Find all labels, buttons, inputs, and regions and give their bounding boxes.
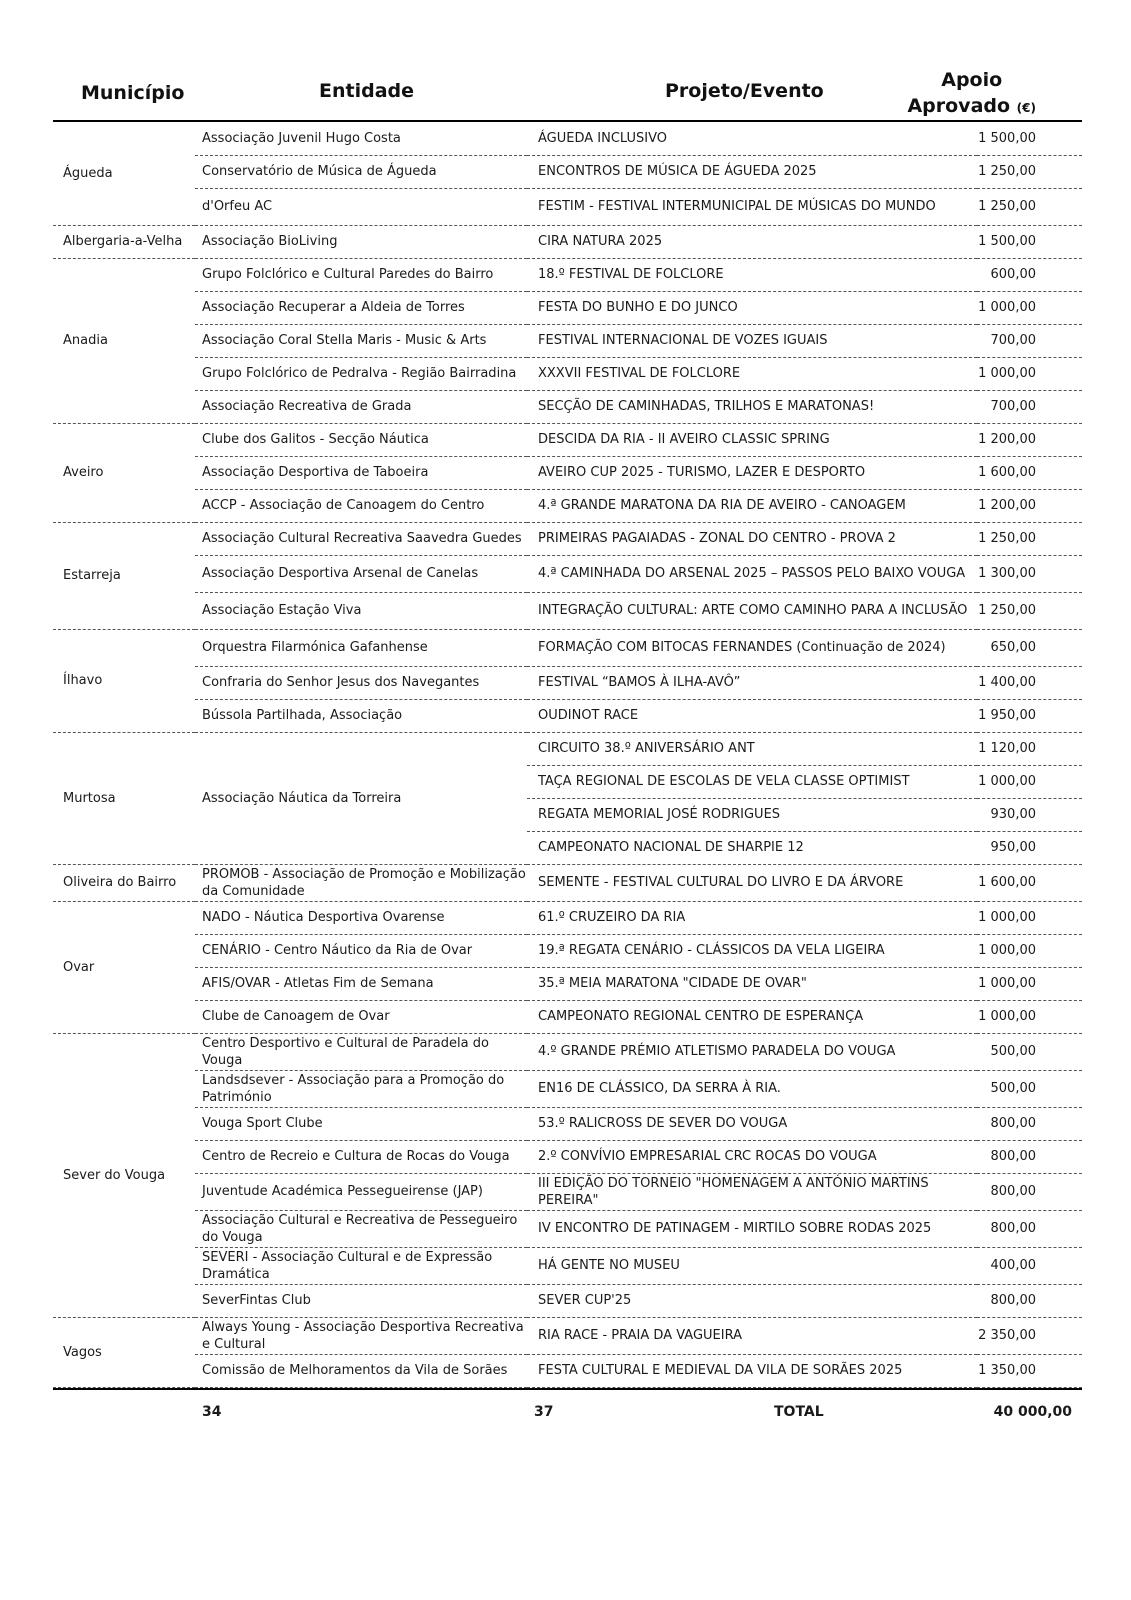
table-row	[53, 324, 1082, 357]
cell-apoio: 1 500,00	[977, 225, 1082, 258]
cell-apoio: 800,00	[977, 1210, 1082, 1247]
cell-projeto: EN16 DE CLÁSSICO, DA SERRA À RIA.	[527, 1070, 977, 1107]
cell-projeto: 18.º FESTIVAL DE FOLCLORE	[527, 258, 977, 291]
cell-entidade: Landsdsever - Associação para a Promoção do Património	[195, 1070, 527, 1107]
cell-apoio: 1 000,00	[977, 901, 1082, 934]
cell-municipio: Sever do Vouga	[53, 1033, 195, 1317]
header-apoio-line2: Aprovado	[907, 95, 1011, 117]
table-row	[53, 188, 1082, 225]
cell-entidade: Associação Recreativa de Grada	[195, 390, 527, 423]
cell-municipio: Albergaria-a-Velha	[53, 225, 195, 258]
cell-apoio: 1 600,00	[977, 456, 1082, 489]
cell-apoio: 930,00	[977, 798, 1082, 831]
header-projeto: Projeto/Evento	[665, 80, 824, 102]
cell-apoio: 800,00	[977, 1173, 1082, 1210]
cell-entidade: Associação Juvenil Hugo Costa	[195, 122, 527, 155]
table-row	[53, 732, 1082, 765]
table-row	[53, 291, 1082, 324]
cell-projeto: FORMAÇÃO COM BITOCAS FERNANDES (Continuação de 2024)	[527, 629, 977, 666]
table-row	[53, 456, 1082, 489]
cell-projeto: 4.ª CAMINHADA DO ARSENAL 2025 – PASSOS PELO BAIXO VOUGA	[527, 555, 977, 592]
table-row	[53, 522, 1082, 555]
cell-entidade: Grupo Folclórico e Cultural Paredes do Bairro	[195, 258, 527, 291]
cell-entidade: Vouga Sport Clube	[195, 1107, 527, 1140]
cell-apoio: 1 950,00	[977, 699, 1082, 732]
cell-entidade: Associação Náutica da Torreira	[195, 732, 527, 864]
cell-entidade: ACCP - Associação de Canoagem do Centro	[195, 489, 527, 522]
table-row	[53, 1173, 1082, 1210]
cell-projeto: 35.ª MEIA MARATONA "CIDADE DE OVAR"	[527, 967, 977, 1000]
cell-apoio: 800,00	[977, 1284, 1082, 1317]
table-row	[53, 1070, 1082, 1107]
table-row	[53, 1000, 1082, 1033]
cell-projeto: FESTA CULTURAL E MEDIEVAL DA VILA DE SORÃES 2025	[527, 1354, 977, 1387]
cell-apoio: 1 350,00	[977, 1354, 1082, 1387]
table-row	[53, 122, 1082, 155]
cell-municipio: Ovar	[53, 901, 195, 1033]
cell-entidade: Bússola Partilhada, Associação	[195, 699, 527, 732]
cell-apoio: 1 000,00	[977, 1000, 1082, 1033]
cell-apoio: 1 250,00	[977, 188, 1082, 225]
table-row	[53, 390, 1082, 423]
cell-projeto: CAMPEONATO NACIONAL DE SHARPIE 12	[527, 831, 977, 864]
cell-apoio: 2 350,00	[977, 1317, 1082, 1354]
header-apoio	[907, 67, 1036, 121]
cell-entidade: Always Young - Associação Desportiva Recreativa e Cultural	[195, 1317, 527, 1354]
cell-projeto: REGATA MEMORIAL JOSÉ RODRIGUES	[527, 798, 977, 831]
cell-apoio: 600,00	[977, 258, 1082, 291]
cell-apoio: 1 300,00	[977, 555, 1082, 592]
cell-projeto: SEMENTE - FESTIVAL CULTURAL DO LIVRO E DA ÁRVORE	[527, 864, 977, 901]
table-header	[53, 62, 1082, 122]
cell-entidade: Grupo Folclórico de Pedralva - Região Bairradina	[195, 357, 527, 390]
cell-projeto: FESTIM - FESTIVAL INTERMUNICIPAL DE MÚSICAS DO MUNDO	[527, 188, 977, 225]
cell-projeto: CAMPEONATO REGIONAL CENTRO DE ESPERANÇA	[527, 1000, 977, 1033]
cell-projeto: FESTA DO BUNHO E DO JUNCO	[527, 291, 977, 324]
funding-table-page	[53, 62, 1082, 1430]
cell-entidade: Associação Desportiva Arsenal de Canelas	[195, 555, 527, 592]
cell-apoio: 500,00	[977, 1070, 1082, 1107]
cell-entidade: d'Orfeu AC	[195, 188, 527, 225]
cell-municipio: Estarreja	[53, 522, 195, 629]
cell-apoio: 1 000,00	[977, 357, 1082, 390]
cell-projeto: 4.ª GRANDE MARATONA DA RIA DE AVEIRO - CANOAGEM	[527, 489, 977, 522]
cell-entidade: Associação Recuperar a Aldeia de Torres	[195, 291, 527, 324]
table-row	[53, 592, 1082, 629]
cell-projeto: 4.º GRANDE PRÉMIO ATLETISMO PARADELA DO VOUGA	[527, 1033, 977, 1070]
table-row	[53, 1107, 1082, 1140]
cell-projeto: 2.º CONVÍVIO EMPRESARIAL CRC ROCAS DO VOUGA	[527, 1140, 977, 1173]
cell-entidade: Clube de Canoagem de Ovar	[195, 1000, 527, 1033]
table-row	[53, 555, 1082, 592]
table-row	[53, 629, 1082, 666]
table-row	[53, 666, 1082, 699]
cell-entidade: Centro de Recreio e Cultura de Rocas do Vouga	[195, 1140, 527, 1173]
cell-municipio: Ílhavo	[53, 629, 195, 732]
cell-apoio: 1 250,00	[977, 592, 1082, 629]
table-row	[53, 1140, 1082, 1173]
cell-apoio: 1 250,00	[977, 155, 1082, 188]
cell-projeto: CIRA NATURA 2025	[527, 225, 977, 258]
cell-entidade: Juventude Académica Pessegueirense (JAP)	[195, 1173, 527, 1210]
cell-municipio: Aveiro	[53, 423, 195, 522]
funding-table	[53, 122, 1082, 1388]
cell-projeto: FESTIVAL INTERNACIONAL DE VOZES IGUAIS	[527, 324, 977, 357]
cell-apoio: 800,00	[977, 1140, 1082, 1173]
cell-entidade: Associação Cultural Recreativa Saavedra Guedes	[195, 522, 527, 555]
table-row	[53, 1033, 1082, 1070]
cell-apoio: 1 250,00	[977, 522, 1082, 555]
total-projetos-count: 37	[534, 1403, 554, 1420]
header-apoio-line1: Apoio	[941, 69, 1003, 91]
cell-municipio: Oliveira do Bairro	[53, 864, 195, 901]
table-row	[53, 1284, 1082, 1317]
cell-apoio: 1 200,00	[977, 489, 1082, 522]
cell-projeto: III EDIÇÃO DO TORNEIO "HOMENAGEM A ANTÓNIO MARTINS PEREIRA"	[527, 1173, 977, 1210]
table-row	[53, 1317, 1082, 1354]
cell-apoio: 1 600,00	[977, 864, 1082, 901]
cell-projeto: XXXVII FESTIVAL DE FOLCLORE	[527, 357, 977, 390]
table-row	[53, 699, 1082, 732]
table-row	[53, 934, 1082, 967]
cell-projeto: RIA RACE - PRAIA DA VAGUEIRA	[527, 1317, 977, 1354]
table-row	[53, 357, 1082, 390]
cell-projeto: 19.ª REGATA CENÁRIO - CLÁSSICOS DA VELA LIGEIRA	[527, 934, 977, 967]
cell-projeto: PRIMEIRAS PAGAIADAS - ZONAL DO CENTRO - PROVA 2	[527, 522, 977, 555]
cell-projeto: ÁGUEDA INCLUSIVO	[527, 122, 977, 155]
totals-row	[53, 1390, 1082, 1430]
cell-municipio: Águeda	[53, 122, 195, 225]
cell-entidade: Centro Desportivo e Cultural de Paradela do Vouga	[195, 1033, 527, 1070]
cell-municipio: Vagos	[53, 1317, 195, 1387]
cell-entidade: Orquestra Filarmónica Gafanhense	[195, 629, 527, 666]
header-municipio: Município	[81, 82, 185, 104]
cell-entidade: CENÁRIO - Centro Náutico da Ria de Ovar	[195, 934, 527, 967]
cell-entidade: Conservatório de Música de Águeda	[195, 155, 527, 188]
cell-apoio: 500,00	[977, 1033, 1082, 1070]
cell-apoio: 1 000,00	[977, 765, 1082, 798]
cell-entidade: Comissão de Melhoramentos da Vila de Sorães	[195, 1354, 527, 1387]
cell-projeto: HÁ GENTE NO MUSEU	[527, 1247, 977, 1284]
cell-apoio: 950,00	[977, 831, 1082, 864]
cell-projeto: SECÇÃO DE CAMINHADAS, TRILHOS E MARATONAS!	[527, 390, 977, 423]
cell-entidade: AFIS/OVAR - Atletas Fim de Semana	[195, 967, 527, 1000]
cell-entidade: NADO - Náutica Desportiva Ovarense	[195, 901, 527, 934]
cell-entidade: Associação BioLiving	[195, 225, 527, 258]
total-entidades-count: 34	[202, 1403, 222, 1420]
table-row	[53, 864, 1082, 901]
cell-projeto: ENCONTROS DE MÚSICA DE ÁGUEDA 2025	[527, 155, 977, 188]
table-row	[53, 155, 1082, 188]
cell-projeto: CIRCUITO 38.º ANIVERSÁRIO ANT	[527, 732, 977, 765]
cell-projeto: FESTIVAL “BAMOS À ILHA-AVÔ”	[527, 666, 977, 699]
cell-projeto: 53.º RALICROSS DE SEVER DO VOUGA	[527, 1107, 977, 1140]
table-row	[53, 258, 1082, 291]
table-row	[53, 489, 1082, 522]
cell-entidade: PROMOB - Associação de Promoção e Mobilização da Comunidade	[195, 864, 527, 901]
cell-projeto: AVEIRO CUP 2025 - TURISMO, LAZER E DESPORTO	[527, 456, 977, 489]
cell-apoio: 1 200,00	[977, 423, 1082, 456]
cell-apoio: 1 000,00	[977, 967, 1082, 1000]
cell-apoio: 1 000,00	[977, 291, 1082, 324]
cell-apoio: 800,00	[977, 1107, 1082, 1140]
cell-entidade: Associação Desportiva de Taboeira	[195, 456, 527, 489]
cell-municipio: Murtosa	[53, 732, 195, 864]
cell-entidade: Associação Coral Stella Maris - Music & Arts	[195, 324, 527, 357]
cell-projeto: DESCIDA DA RIA - II AVEIRO CLASSIC SPRING	[527, 423, 977, 456]
total-label: TOTAL	[774, 1403, 824, 1420]
total-value: 40 000,00	[993, 1403, 1072, 1420]
header-entidade: Entidade	[319, 80, 415, 102]
cell-apoio: 650,00	[977, 629, 1082, 666]
cell-entidade: Confraria do Senhor Jesus dos Navegantes	[195, 666, 527, 699]
table-row	[53, 901, 1082, 934]
cell-projeto: 61.º CRUZEIRO DA RIA	[527, 901, 977, 934]
table-row	[53, 1247, 1082, 1284]
cell-entidade: SeverFintas Club	[195, 1284, 527, 1317]
cell-projeto: INTEGRAÇÃO CULTURAL: ARTE COMO CAMINHO PARA A INCLUSÃO	[527, 592, 977, 629]
cell-apoio: 1 400,00	[977, 666, 1082, 699]
table-row	[53, 967, 1082, 1000]
cell-projeto: TAÇA REGIONAL DE ESCOLAS DE VELA CLASSE OPTIMIST	[527, 765, 977, 798]
cell-projeto: SEVER CUP'25	[527, 1284, 977, 1317]
cell-entidade: SEVERI - Associação Cultural e de Expressão Dramática	[195, 1247, 527, 1284]
cell-entidade: Associação Estação Viva	[195, 592, 527, 629]
header-apoio-unit: (€)	[1016, 101, 1036, 115]
cell-apoio: 1 000,00	[977, 934, 1082, 967]
cell-apoio: 700,00	[977, 390, 1082, 423]
table-row	[53, 225, 1082, 258]
cell-entidade: Associação Cultural e Recreativa de Pessegueiro do Vouga	[195, 1210, 527, 1247]
cell-entidade: Clube dos Galitos - Secção Náutica	[195, 423, 527, 456]
table-row	[53, 1210, 1082, 1247]
cell-apoio: 700,00	[977, 324, 1082, 357]
table-row	[53, 1354, 1082, 1387]
table-body	[53, 122, 1082, 1387]
cell-apoio: 400,00	[977, 1247, 1082, 1284]
cell-apoio: 1 500,00	[977, 122, 1082, 155]
table-row	[53, 423, 1082, 456]
cell-apoio: 1 120,00	[977, 732, 1082, 765]
cell-projeto: IV ENCONTRO DE PATINAGEM - MIRTILO SOBRE RODAS 2025	[527, 1210, 977, 1247]
cell-municipio: Anadia	[53, 258, 195, 423]
cell-projeto: OUDINOT RACE	[527, 699, 977, 732]
